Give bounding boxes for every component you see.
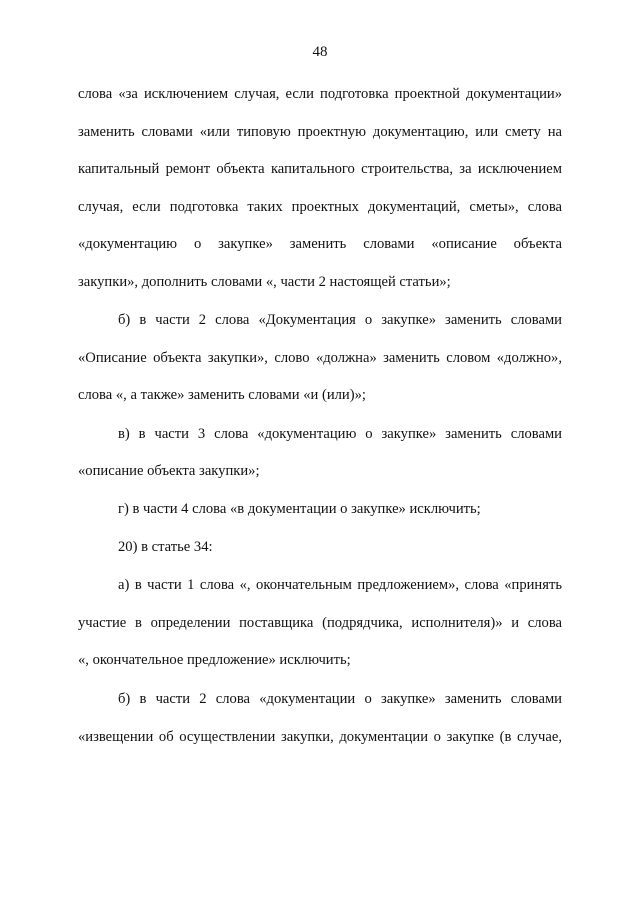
text-line: 20) в статье 34: [118, 539, 213, 555]
text-line: а) в части 1 слова «, окончательным предложением», слова «принять [118, 577, 562, 593]
text-line: «извещении об осуществлении закупки, документации о закупке (в случае, [78, 729, 562, 745]
text-line: «, окончательное предложение» исключить; [78, 652, 351, 668]
text-line: «Описание объекта закупки», слово «должна» заменить словом «должно», [78, 350, 562, 366]
text-line: «описание объекта закупки»; [78, 463, 260, 479]
text-line: слова «, а также» заменить словами «и (или)»; [78, 387, 366, 403]
text-line: в) в части 3 слова «документацию о закупке» заменить словами [118, 426, 562, 442]
text-line: г) в части 4 слова «в документации о закупке» исключить; [118, 501, 481, 517]
text-line: заменить словами «или типовую проектную документацию, или смету на [78, 124, 562, 140]
page-number: 48 [312, 44, 328, 60]
text-line: б) в части 2 слова «документации о закупке» заменить словами [118, 691, 562, 707]
text-line: капитальный ремонт объекта капитального строительства, за исключением [78, 161, 562, 177]
text-line: закупки», дополнить словами «, части 2 настоящей статьи»; [78, 274, 451, 290]
text-line: участие в определении поставщика (подрядчика, исполнителя)» и слова [78, 615, 562, 631]
text-line: «документацию о закупке» заменить словами «описание объекта [78, 236, 562, 252]
text-line: слова «за исключением случая, если подготовка проектной документации» [78, 86, 562, 102]
text-line: случая, если подготовка таких проектных документаций, сметы», слова [78, 199, 562, 215]
text-line: б) в части 2 слова «Документация о закупке» заменить словами [118, 312, 562, 328]
